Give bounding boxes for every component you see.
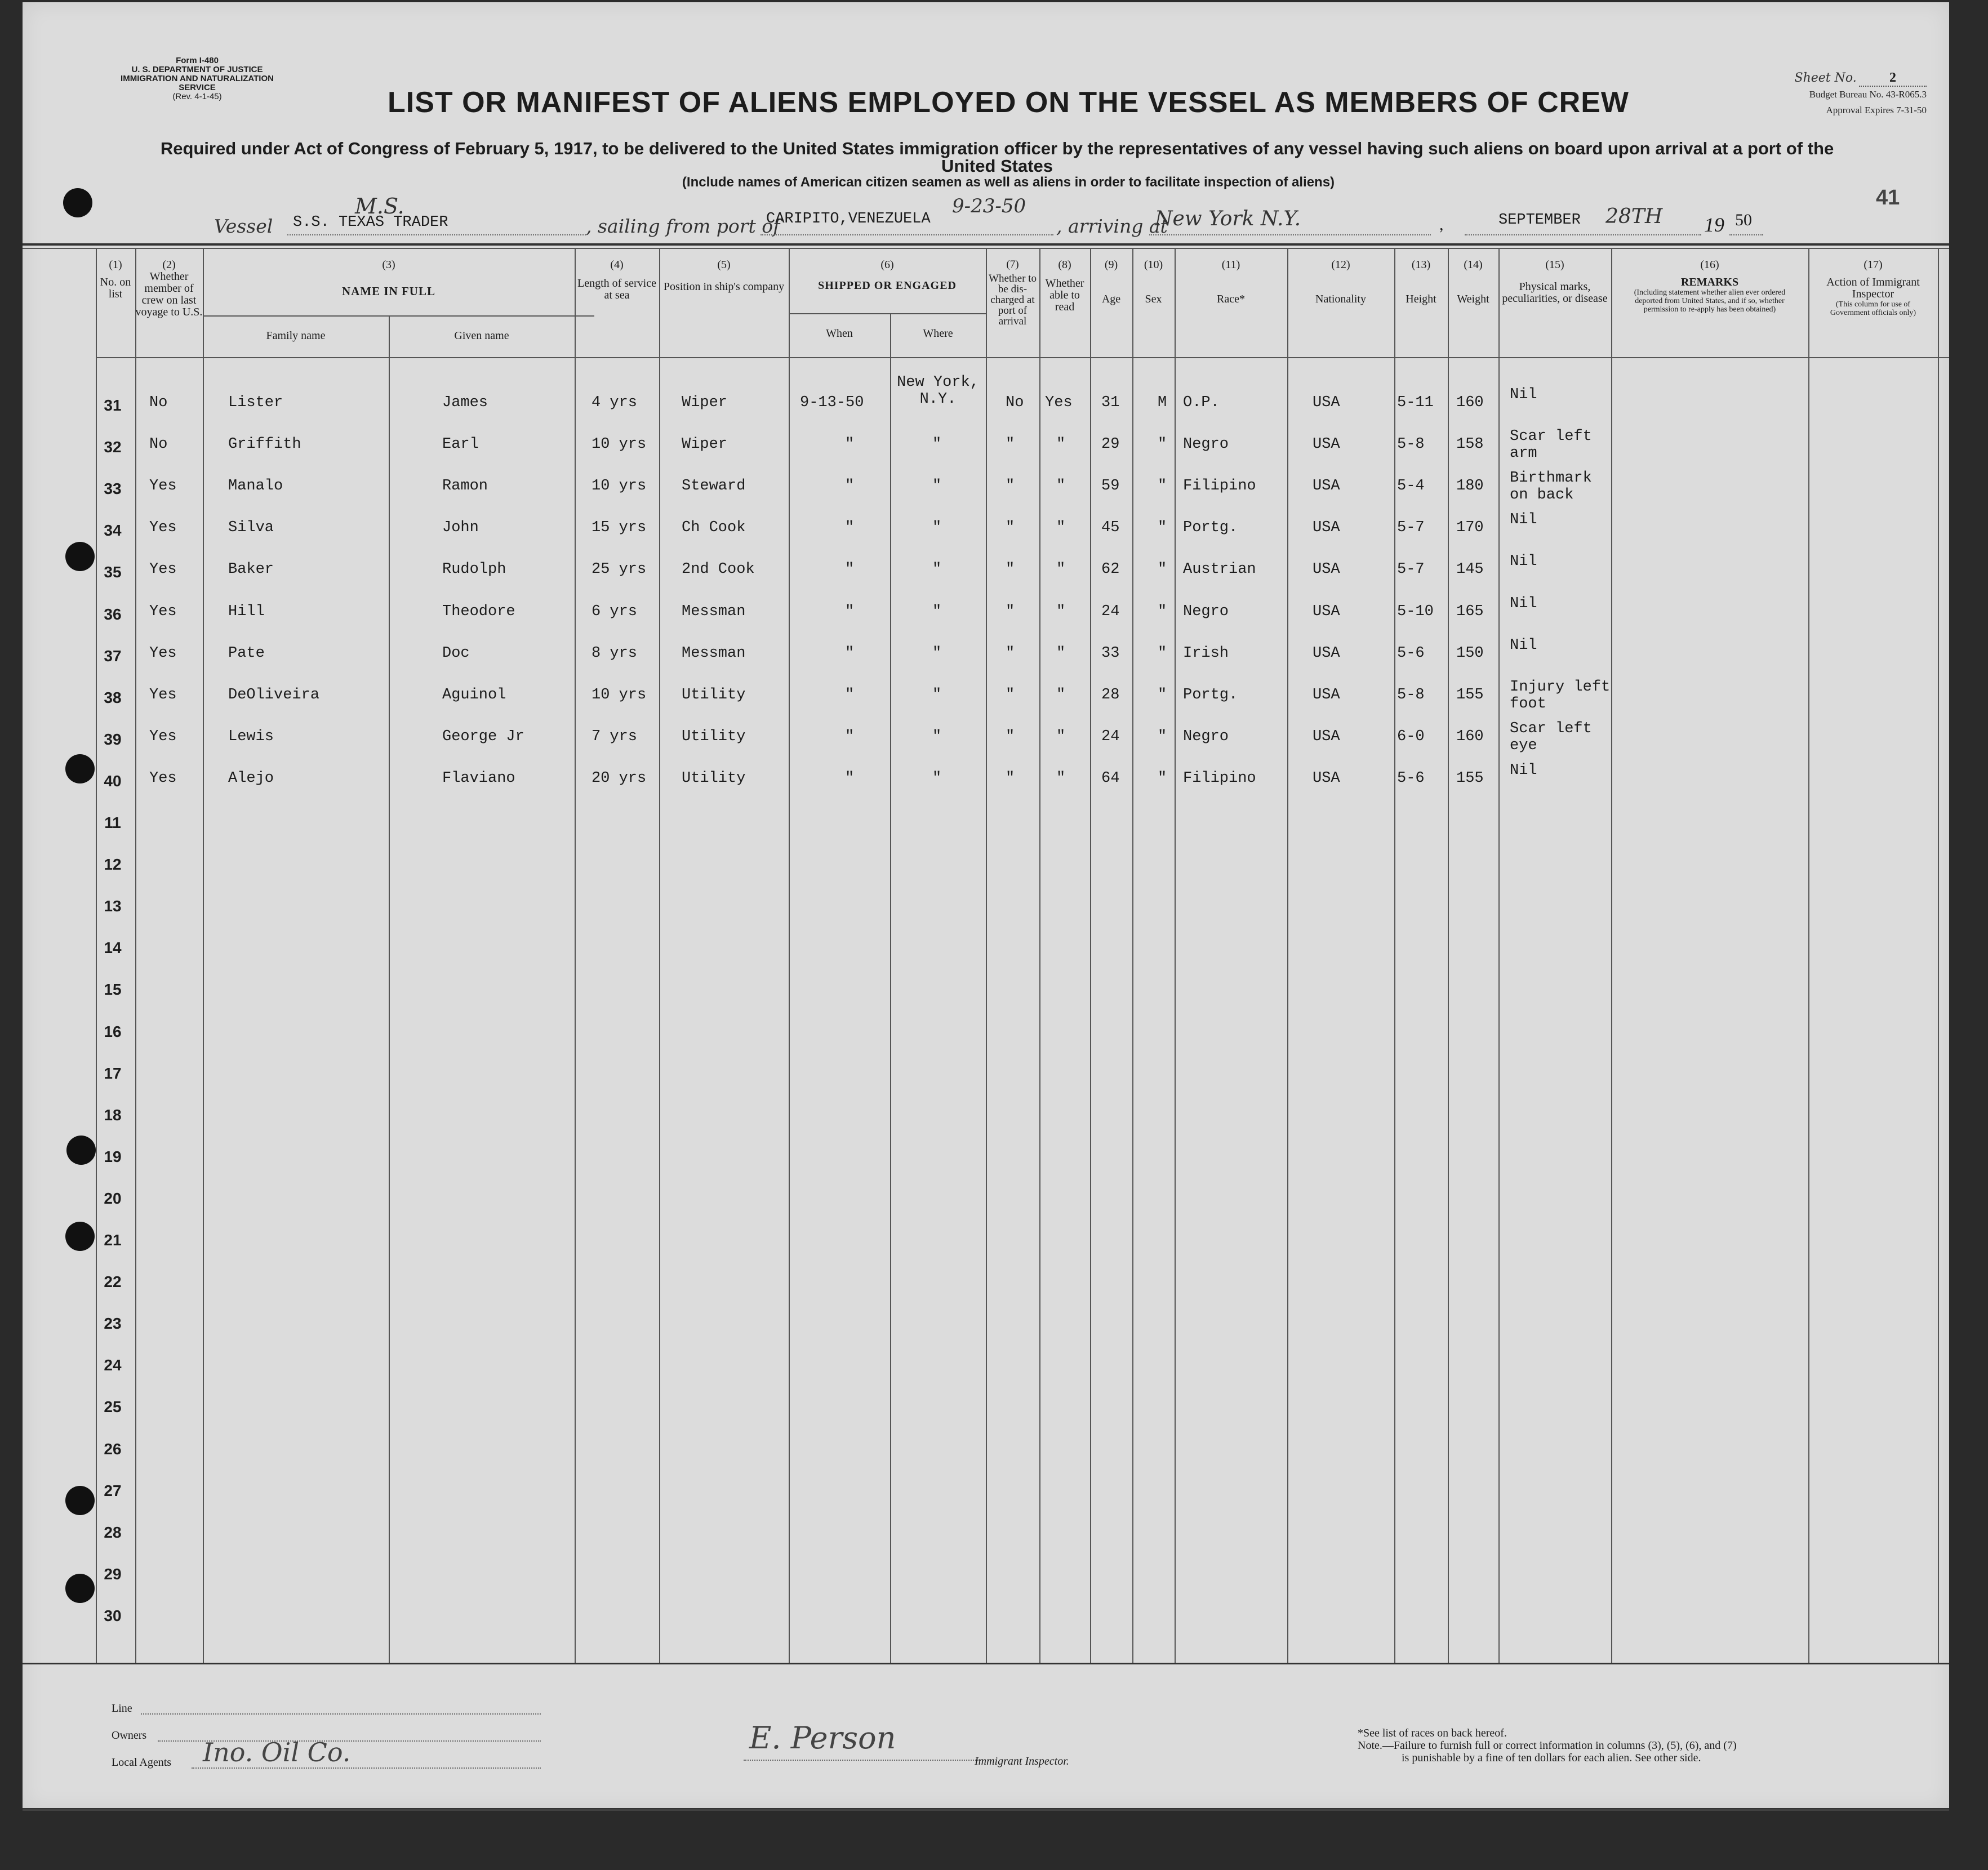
row-number: 32 — [104, 438, 122, 456]
crew-given-name: John — [442, 519, 479, 537]
arrival-month: SEPTEMBER — [1498, 212, 1581, 229]
crew-given-name: Earl — [442, 436, 479, 453]
crew-shipped-where: " — [932, 769, 942, 787]
crew-family-name: Hill — [228, 603, 265, 620]
crew-discharged: " — [1006, 436, 1015, 453]
table-row — [23, 762, 1938, 809]
crew-shipped-where: New York, N.Y. — [897, 374, 979, 408]
crew-sex: " — [1158, 436, 1167, 453]
page-title: LIST OR MANIFEST OF ALIENS EMPLOYED ON THE VESSEL AS MEMBERS OF CREW — [388, 86, 1629, 119]
crew-position: Ch Cook — [682, 519, 746, 537]
crew-shipped-when: " — [845, 478, 855, 495]
crew-able-to-read: " — [1056, 436, 1066, 453]
crew-family-name: Manalo — [228, 478, 283, 495]
crew-physical-marks: Scar left arm — [1510, 428, 1592, 462]
crew-physical-marks: Nil — [1510, 553, 1537, 571]
crew-position: Utility — [682, 769, 746, 787]
crew-discharged: " — [1006, 769, 1015, 787]
crew-family-name: Baker — [228, 561, 274, 578]
table-row — [23, 678, 1938, 726]
crew-age: 59 — [1101, 478, 1120, 495]
crew-shipped-where: " — [932, 519, 942, 537]
crew-physical-marks: Nil — [1510, 595, 1537, 612]
crew-weight: 160 — [1456, 394, 1484, 411]
crew-given-name: George Jr — [442, 728, 524, 745]
crew-position: Utility — [682, 686, 746, 704]
crew-position: Messman — [682, 603, 746, 620]
crew-sex: " — [1158, 519, 1167, 537]
crew-nationality: USA — [1313, 478, 1340, 495]
crew-discharged: " — [1006, 728, 1015, 745]
crew-age: 62 — [1101, 561, 1120, 578]
crew-height: 5-8 — [1397, 686, 1425, 704]
row-number: 31 — [104, 397, 122, 414]
row-number: 11 — [104, 814, 121, 831]
crew-discharged: " — [1006, 644, 1015, 662]
crew-race: Negro — [1183, 603, 1229, 620]
crew-nationality: USA — [1313, 561, 1340, 578]
crew-position: Wiper — [682, 394, 728, 411]
crew-weight: 155 — [1456, 686, 1484, 704]
crew-prev-voyage: No — [149, 394, 168, 411]
crew-shipped-when: 9-13-50 — [800, 394, 864, 411]
crew-prev-voyage: No — [149, 436, 168, 453]
header-col-10: (10) Sex — [1144, 259, 1163, 305]
sailing-port: CARIPITO,VENEZUELA — [766, 211, 931, 228]
table-row — [23, 374, 1938, 434]
crew-able-to-read: " — [1056, 561, 1066, 578]
header-col-15: (15) Physical marks, peculiarities, or disease — [1502, 259, 1608, 305]
department: U. S. DEPARTMENT OF JUSTICE — [131, 65, 263, 74]
crew-able-to-read: " — [1056, 728, 1066, 745]
crew-shipped-where: " — [932, 644, 942, 662]
crew-family-name: Lewis — [228, 728, 274, 745]
crew-sex: " — [1158, 769, 1167, 787]
crew-age: 33 — [1101, 644, 1120, 662]
line-label: Line — [112, 1702, 132, 1715]
header-col-2: (2) Whether member of crew on last voyage to U.S. — [135, 259, 203, 318]
crew-shipped-when: " — [845, 686, 855, 704]
crew-nationality: USA — [1313, 686, 1340, 704]
crew-position: Utility — [682, 728, 746, 745]
crew-height: 5-6 — [1397, 644, 1425, 662]
crew-given-name: Ramon — [442, 478, 488, 495]
row-number: 37 — [104, 647, 122, 665]
row-number: 13 — [104, 897, 122, 915]
header-where: Where — [923, 327, 953, 340]
crew-weight: 170 — [1456, 519, 1484, 537]
table-row — [23, 470, 1938, 517]
crew-age: 24 — [1101, 603, 1120, 620]
header-col-3: (3) NAME IN FULL — [341, 259, 435, 298]
crew-shipped-when: " — [845, 603, 855, 620]
crew-height: 5-6 — [1397, 769, 1425, 787]
row-number: 28 — [104, 1523, 122, 1541]
crew-service: 25 yrs — [591, 561, 647, 578]
sailing-label: , sailing from port of — [586, 215, 780, 237]
row-number: 23 — [104, 1315, 122, 1333]
crew-shipped-when: " — [845, 436, 855, 453]
crew-shipped-when: " — [845, 728, 855, 745]
header-family-name: Family name — [266, 330, 326, 342]
crew-able-to-read: " — [1056, 769, 1066, 787]
header-col-1: (1) No. on list — [100, 259, 131, 300]
crew-height: 5-7 — [1397, 519, 1425, 537]
crew-family-name: Pate — [228, 644, 265, 662]
crew-weight: 180 — [1456, 478, 1484, 495]
crew-race: Irish — [1183, 644, 1229, 662]
header-col-4: (4) Length of service at sea — [577, 259, 656, 301]
header-col-17: (17) Action of Immigrant Inspector (This column for use of Government officials only) — [1826, 259, 1920, 317]
crew-able-to-read: " — [1056, 686, 1066, 704]
crew-family-name: DeOliveira — [228, 686, 320, 704]
sheet-no-label: Sheet No. — [1794, 71, 1857, 85]
crew-age: 31 — [1101, 394, 1120, 411]
crew-service: 10 yrs — [591, 686, 647, 704]
footer-notes: *See list of races on back hereof. Note.—Failure to furnish full or correct information in columns (3), (5), (6), and (7) is punishable by a fine of ten dollars for each alien. See other side. — [1358, 1727, 1737, 1764]
row-number: 34 — [104, 522, 122, 540]
row-number: 12 — [104, 856, 122, 874]
row-number: 24 — [104, 1356, 122, 1374]
crew-shipped-when: " — [845, 519, 855, 537]
crew-service: 7 yrs — [591, 728, 638, 745]
crew-height: 5-4 — [1397, 478, 1425, 495]
crew-height: 5-7 — [1397, 561, 1425, 578]
crew-service: 6 yrs — [591, 603, 638, 620]
crew-prev-voyage: Yes — [149, 478, 177, 495]
crew-nationality: USA — [1313, 769, 1340, 787]
crew-given-name: Theodore — [442, 603, 515, 620]
crew-age: 29 — [1101, 436, 1120, 453]
row-number: 27 — [104, 1481, 122, 1499]
row-number: 40 — [104, 772, 122, 790]
crew-discharged: " — [1006, 561, 1015, 578]
crew-race: Filipino — [1183, 769, 1256, 787]
crew-discharged: No — [1006, 394, 1024, 411]
crew-shipped-where: " — [932, 478, 942, 495]
crew-service: 10 yrs — [591, 436, 647, 453]
row-number: 22 — [104, 1273, 122, 1291]
crew-sex: " — [1158, 478, 1167, 495]
crew-physical-marks: Nil — [1510, 511, 1537, 529]
crew-sex: " — [1158, 644, 1167, 662]
crew-physical-marks: Nil — [1510, 762, 1537, 779]
crew-able-to-read: Yes — [1045, 394, 1073, 411]
crew-sex: " — [1158, 603, 1167, 620]
row-number: 30 — [104, 1606, 122, 1624]
crew-age: 24 — [1101, 728, 1120, 745]
manifest-sheet — [23, 2, 1949, 1810]
crew-position: Messman — [682, 644, 746, 662]
vessel-label: Vessel — [214, 215, 273, 237]
row-number: 16 — [104, 1022, 122, 1040]
arriving-port: New York N.Y. — [1155, 207, 1301, 230]
crew-race: Austrian — [1183, 561, 1256, 578]
crew-prev-voyage: Yes — [149, 686, 177, 704]
crew-weight: 155 — [1456, 769, 1484, 787]
agents-signature: Ino. Oil Co. — [203, 1737, 351, 1767]
crew-discharged: " — [1006, 603, 1015, 620]
crew-shipped-where: " — [932, 561, 942, 578]
table-row — [23, 553, 1938, 600]
row-number: 38 — [104, 688, 122, 706]
crew-service: 10 yrs — [591, 478, 647, 495]
crew-physical-marks: Injury left foot — [1510, 678, 1611, 713]
crew-physical-marks: Nil — [1510, 636, 1537, 654]
crew-able-to-read: " — [1056, 478, 1066, 495]
crew-given-name: Aguinol — [442, 686, 506, 704]
crew-weight: 145 — [1456, 561, 1484, 578]
crew-given-name: Doc — [442, 644, 470, 662]
crew-position: Steward — [682, 478, 746, 495]
crew-age: 28 — [1101, 686, 1120, 704]
crew-service: 8 yrs — [591, 644, 638, 662]
page-number: 41 — [1876, 186, 1900, 210]
header-col-5: (5) Position in ship's company — [663, 259, 785, 293]
crew-prev-voyage: Yes — [149, 519, 177, 537]
header-col-16: (16) REMARKS (Including statement whether alien ever ordered deported from United States, and if so, whether permission to re-apply has been obtained) — [1634, 259, 1786, 314]
sheet-no-value: 2 — [1859, 70, 1927, 87]
crew-prev-voyage: Yes — [149, 769, 177, 787]
arriving-label: , arriving at — [1056, 215, 1168, 237]
crew-nationality: USA — [1313, 644, 1340, 662]
year-prefix: 19 — [1704, 213, 1724, 236]
crew-shipped-when: " — [845, 769, 855, 787]
crew-race: Filipino — [1183, 478, 1256, 495]
row-number: 21 — [104, 1231, 122, 1249]
header-col-11: (11) Race* — [1217, 259, 1245, 305]
crew-race: O.P. — [1183, 394, 1220, 411]
crew-family-name: Griffith — [228, 436, 301, 453]
crew-service: 4 yrs — [591, 394, 638, 411]
crew-shipped-where: " — [932, 686, 942, 704]
crew-race: Portg. — [1183, 519, 1238, 537]
crew-sex: " — [1158, 686, 1167, 704]
vessel-handwritten: M.S. — [355, 194, 404, 219]
crew-nationality: USA — [1313, 436, 1340, 453]
crew-given-name: James — [442, 394, 488, 411]
crew-family-name: Silva — [228, 519, 274, 537]
header-col-14: (14) Weight — [1457, 259, 1489, 305]
header-given-name: Given name — [454, 330, 509, 342]
crew-shipped-when: " — [845, 561, 855, 578]
crew-family-name: Alejo — [228, 769, 274, 787]
row-number: 25 — [104, 1398, 122, 1416]
crew-race: Negro — [1183, 728, 1229, 745]
form-number: Form I-480 — [176, 56, 219, 65]
crew-sex: " — [1158, 561, 1167, 578]
subtitle-note: (Include names of American citizen seamen as well as aliens in order to facilitate inspection of aliens) — [682, 175, 1335, 190]
crew-age: 45 — [1101, 519, 1120, 537]
crew-able-to-read: " — [1056, 603, 1066, 620]
row-number: 15 — [104, 981, 122, 999]
crew-nationality: USA — [1313, 394, 1340, 411]
comma: , — [1439, 215, 1444, 234]
header-col-12: (12) Nationality — [1315, 259, 1366, 305]
crew-race: Portg. — [1183, 686, 1238, 704]
crew-prev-voyage: Yes — [149, 728, 177, 745]
crew-prev-voyage: Yes — [149, 644, 177, 662]
crew-physical-marks: Birthmark on back — [1510, 470, 1592, 504]
crew-family-name: Lister — [228, 394, 283, 411]
crew-nationality: USA — [1313, 728, 1340, 745]
row-number: 26 — [104, 1440, 122, 1458]
crew-weight: 158 — [1456, 436, 1484, 453]
table-row — [23, 720, 1938, 768]
header-col-13: (13) Height — [1406, 259, 1436, 305]
crew-height: 5-10 — [1397, 603, 1434, 620]
crew-shipped-where: " — [932, 728, 942, 745]
row-number: 29 — [104, 1565, 122, 1583]
subtitle: Required under Act of Congress of February 5, 1917, to be delivered to the United States immigration officer by the representatives of any vessel having such aliens on board upon arrival at a port of the United States — [160, 139, 1834, 176]
inspector-label: Immigrant Inspector. — [975, 1755, 1069, 1767]
crew-able-to-read: " — [1056, 519, 1066, 537]
crew-weight: 150 — [1456, 644, 1484, 662]
table-row — [23, 595, 1938, 643]
table-row — [23, 428, 1938, 475]
crew-nationality: USA — [1313, 519, 1340, 537]
header-when: When — [826, 327, 853, 340]
vessel-name: S.S. TEXAS TRADER — [293, 214, 448, 231]
row-number: 20 — [104, 1189, 122, 1207]
crew-discharged: " — [1006, 519, 1015, 537]
service: IMMIGRATION AND NATURALIZATION SERVICE — [121, 74, 274, 92]
row-number: 33 — [104, 480, 122, 498]
table-row — [23, 511, 1938, 559]
owners-label: Owners — [112, 1729, 147, 1742]
crew-given-name: Flaviano — [442, 769, 515, 787]
crew-height: 5-8 — [1397, 436, 1425, 453]
row-number: 17 — [104, 1064, 122, 1082]
crew-height: 5-11 — [1397, 394, 1434, 411]
crew-given-name: Rudolph — [442, 561, 506, 578]
row-number: 35 — [104, 563, 122, 581]
crew-position: Wiper — [682, 436, 728, 453]
header-col-9: (9) Age — [1101, 259, 1121, 305]
header-col-8: (8) Whether able to read — [1045, 259, 1084, 313]
crew-sex: " — [1158, 728, 1167, 745]
header-col-6: (6) SHIPPED OR ENGAGED — [818, 259, 957, 292]
revision: (Rev. 4-1-45) — [172, 92, 222, 101]
arrival-day: 28TH — [1605, 205, 1663, 228]
row-number: 19 — [104, 1147, 122, 1165]
agents-label: Local Agents — [112, 1756, 172, 1769]
approval-expires: Approval Expires 7-31-50 — [1826, 105, 1927, 115]
row-number: 36 — [104, 605, 122, 623]
table-row — [23, 636, 1938, 684]
crew-discharged: " — [1006, 686, 1015, 704]
crew-weight: 160 — [1456, 728, 1484, 745]
year-suffix: 50 — [1735, 211, 1752, 229]
crew-physical-marks: Scar left eye — [1510, 720, 1592, 754]
crew-height: 6-0 — [1397, 728, 1425, 745]
crew-race: Negro — [1183, 436, 1229, 453]
crew-nationality: USA — [1313, 603, 1340, 620]
crew-physical-marks: Nil — [1510, 386, 1537, 403]
row-number: 39 — [104, 730, 122, 748]
row-number: 18 — [104, 1106, 122, 1124]
crew-sex: M — [1158, 394, 1167, 411]
crew-service: 15 yrs — [591, 519, 647, 537]
crew-position: 2nd Cook — [682, 561, 755, 578]
crew-service: 20 yrs — [591, 769, 647, 787]
sailing-date: 9-23-50 — [952, 195, 1026, 217]
crew-prev-voyage: Yes — [149, 603, 177, 620]
crew-able-to-read: " — [1056, 644, 1066, 662]
crew-shipped-when: " — [845, 644, 855, 662]
crew-prev-voyage: Yes — [149, 561, 177, 578]
row-number: 14 — [104, 939, 122, 957]
header-col-7: (7) Whether to be dis-charged at port of arrival — [989, 259, 1037, 327]
budget-bureau: Budget Bureau No. 43-R065.3 — [1809, 89, 1927, 100]
crew-shipped-where: " — [932, 436, 942, 453]
crew-age: 64 — [1101, 769, 1120, 787]
crew-discharged: " — [1006, 478, 1015, 495]
crew-weight: 165 — [1456, 603, 1484, 620]
crew-shipped-where: " — [932, 603, 942, 620]
inspector-signature: E. Person — [749, 1720, 896, 1756]
